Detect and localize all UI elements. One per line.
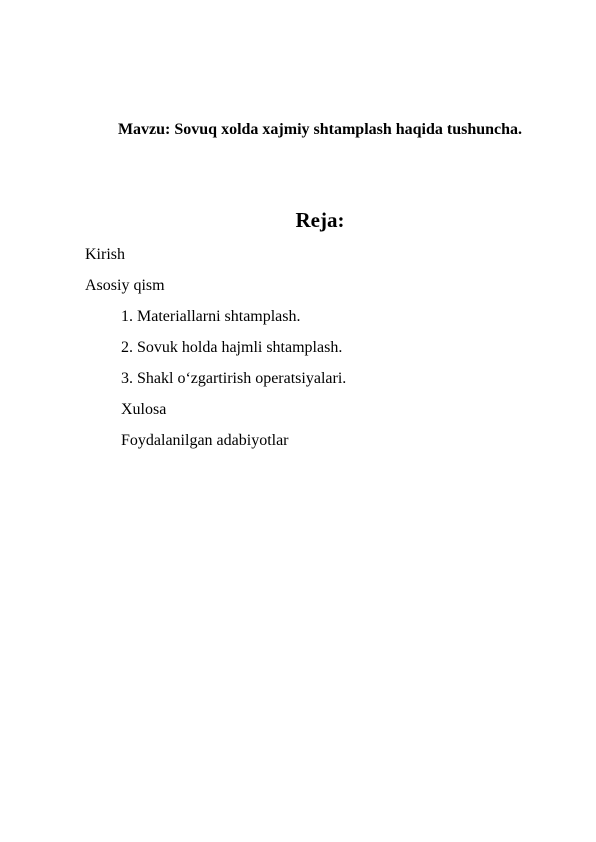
plan-item-section-1: 1. Materiallarni shtamplash. [121, 308, 301, 325]
plan-item-section-3: 3. Shakl o‘zgartirish operatsiyalari. [121, 370, 347, 387]
plan-item-section-2: 2. Sovuk holda hajmli shtamplash. [121, 339, 343, 356]
plan-heading: Reja: [295, 208, 345, 232]
plan-item-references: Foydalanilgan adabiyotlar [121, 432, 289, 449]
plan-item-main-part: Asosiy qism [85, 277, 165, 294]
plan-item-conclusion: Xulosa [121, 401, 167, 418]
topic-title: Mavzu: Sovuq xolda xajmiy shtamplash haqida tushuncha. [117, 121, 523, 138]
plan-item-introduction: Kirish [85, 246, 125, 263]
